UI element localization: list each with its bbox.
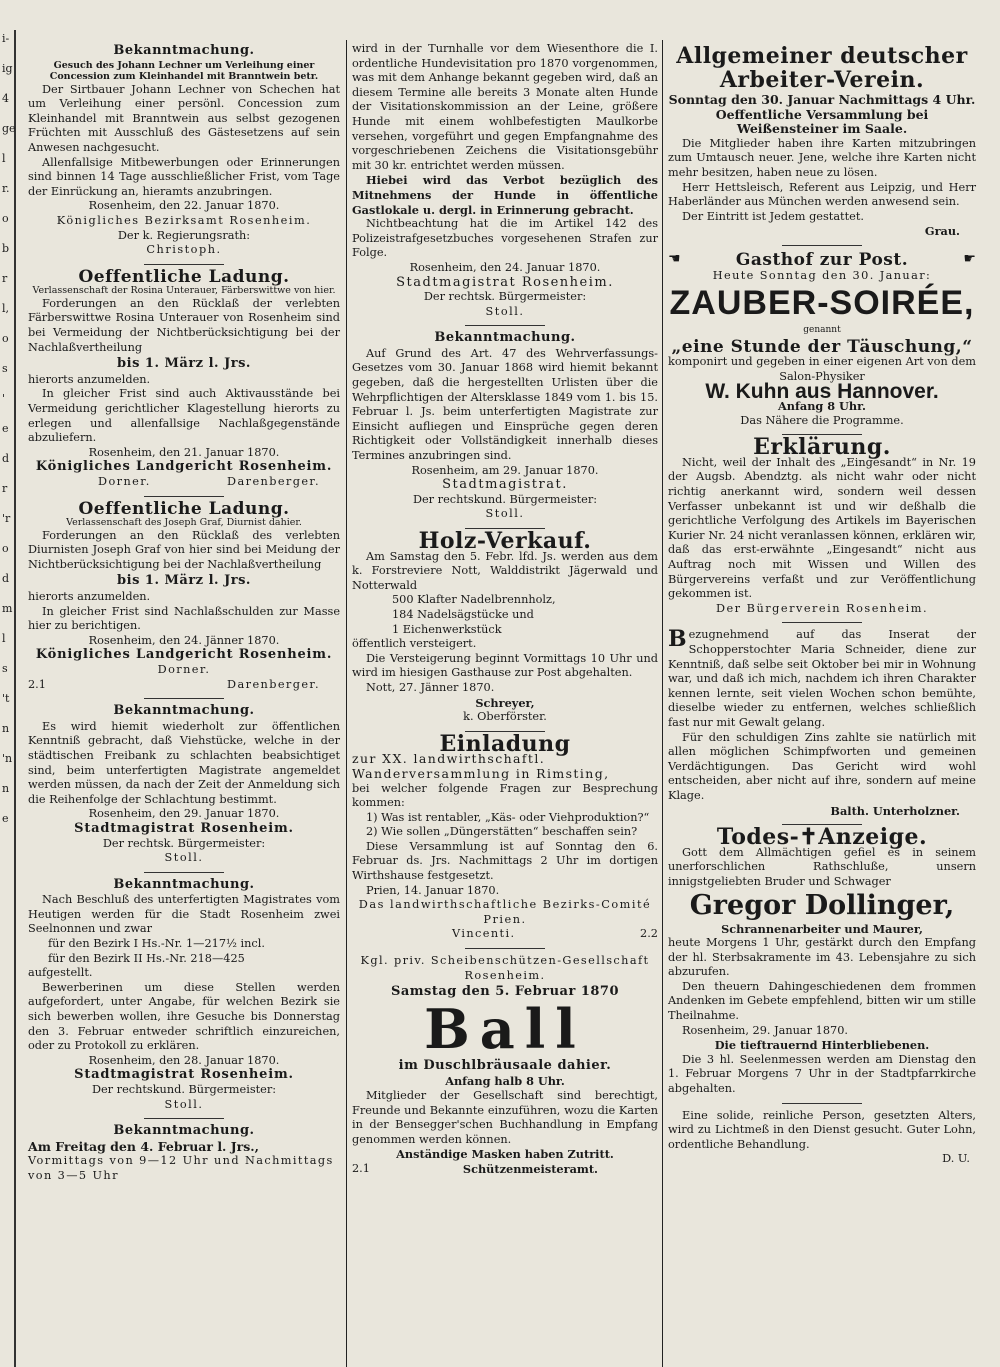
divider <box>465 325 545 326</box>
notice-workers-union <box>668 44 976 239</box>
notice-text: bei welcher folgende Fragen zur Besprechung kommen: <box>352 781 658 810</box>
notice-number: 2.1 <box>352 1161 370 1175</box>
district-line: für den Bezirk I Hs.-Nr. 1—217½ incl. <box>48 937 265 951</box>
divider <box>465 948 545 949</box>
edge-fragment: m <box>2 602 13 615</box>
notice-text: Hiebei wird das Verbot bezüglich des Mitnehmens der Hunde in öffentliche Gastlokale u. dergl. in Erinnerung gebracht. <box>352 173 658 217</box>
notice-text: Diese Versammlung ist auf Sonntag den 6. Februar ds. Jrs. Nachmittags 2 Uhr im dortigen Wirthshause festgesetzt. <box>352 839 658 883</box>
notice-text: Gott dem Allmächtigen gefiel es in seinem unerforschlichen Rathschluße, unsern innigstgeliebten Bruder und Schwager <box>668 845 976 888</box>
ball-date: Samstag den 5. Februar 1870 <box>390 984 620 1000</box>
show-start: Anfang 8 Uhr. <box>778 399 866 414</box>
divider <box>144 264 224 265</box>
notice-text: öffentlich versteigert. <box>352 637 477 651</box>
deceased-occupation: Schrannenarbeiter und Maurer, <box>721 921 923 936</box>
divider <box>144 872 224 873</box>
notice-text: Vormittags von 9—12 Uhr und Nachmittags von 3—5 Uhr <box>28 1154 334 1182</box>
notice-authority: Königliches Landgericht Rosenheim. <box>35 647 333 663</box>
edge-fragment: 't <box>2 692 10 705</box>
notice-authority: Stadtmagistrat. <box>442 477 568 493</box>
notice-tag: D. U. <box>942 1152 970 1166</box>
notice-authority: Königliches Landgericht Rosenheim. <box>35 459 333 475</box>
notice-subtitle: Verlassenschaft des Joseph Graf, Diurnist dahier. <box>66 517 302 529</box>
edge-fragment: l, <box>2 302 10 315</box>
notice-unterholzner <box>668 628 976 818</box>
notice-text: hierorts anzumelden. <box>28 372 151 386</box>
notice-signature: Schreyer, <box>475 695 535 710</box>
wood-item: 1 Eichenwerkstück <box>392 622 502 636</box>
notice-signature: Darenberger. <box>227 474 320 488</box>
notice-text: Die Mitglieder haben ihre Karten mitzubringen zum Umtausch neuer. Jene, welche ihre Karten nicht mehr besitzen, haben neue zu lösen. <box>668 136 976 179</box>
notice-title: Oeffentliche Ladung. <box>78 498 290 519</box>
edge-fragment: r <box>2 482 8 495</box>
notice-title: Holz-Verkauf. <box>418 528 592 554</box>
notice-role: Der rechtskund. Bürgermeister: <box>412 492 598 506</box>
notice-invitation <box>352 730 658 942</box>
notice-signature: Stoll. <box>164 851 204 865</box>
notice-subtitle: Verlassenschaft der Rosina Unterauer, Färberswittwe von hier. <box>32 285 336 297</box>
notice-authority: Das landwirthschaftliche Bezirks-Comité Prien. <box>358 898 652 926</box>
notice-signature: Balth. Unterholzner. <box>830 803 960 818</box>
pointing-hand-icon: ☚ <box>668 251 681 268</box>
edge-fragment: ge <box>2 122 16 135</box>
edge-fragment: n <box>2 722 10 735</box>
notice-text: Auf Grund des Art. 47 des Wehrverfassungs-Gesetzes vom 30. Januar 1868 wird hiemit bekannt gegeben, daß die hergestellten Urlisten über die Wehrpflichtigen der Altersklasse 1849 vom 1. bis 15. Februar l. Js. beim unterfertigten Magistrate zur Einsicht aufliegen und Einsprüche gegen deren Richtigkeit oder Vollständigkeit innerhalb dieses Termines anzubringen sind. <box>352 346 658 463</box>
notice-subtitle: Gesuch des Johann Lechner um Verleihung einer Concession zum Kleinhandel mit Branntwein betr. <box>49 59 319 83</box>
notice-text: ezugnehmend auf das Inserat der Schopperstochter Maria Schneider, diene zur Kenntniß, daß selbe seit Oktober bei mir in Wohnung war, und daß ich mich, nachdem ich ihren Charakter kennen lernte, seit vielen Wochen schon bemühte, dieselbe wieder zu entfernen, welches schließlich fast nur mit Gewalt gelang. <box>668 628 976 729</box>
edge-fragment: r. <box>2 182 10 195</box>
edge-fragment: r <box>2 272 8 285</box>
notice-authority: Königliches Bezirksamt Rosenheim. <box>56 213 312 227</box>
notice-title: Bekanntmachung. <box>113 876 255 892</box>
notice-signature: Grau. <box>924 224 960 239</box>
notice-date: Rosenheim, den 24. Jänner 1870. <box>88 633 280 647</box>
district-line: für den Bezirk II Hs.-Nr. 218—425 <box>48 951 245 965</box>
notice-date: Rosenheim, den 24. Januar 1870. <box>409 260 601 274</box>
society-name: Kgl. priv. Scheibenschützen-Gesellschaft Rosenheim. <box>360 954 650 982</box>
notice-text: Herr Hettsleisch, Referent aus Leipzig, und Herr Haberländer aus München werden anwesend sein. <box>668 180 976 209</box>
notice-role: Der rechtskund. Bürgermeister: <box>91 1083 277 1096</box>
edge-fragment: s <box>2 362 8 375</box>
notice-signature: Stoll. <box>164 1097 204 1111</box>
notice-text: Forderungen an den Rücklaß des verlebten Diurnisten Joseph Graf von hier sind bei Meidung der Nichtberücksichtigung bei der Nachlaßvertheilung <box>28 528 340 571</box>
notice-text: In gleicher Frist sind auch Aktivausstände bei Vermeidung gerichtlicher Klagestellung hierorts zu erlegen und allenfallsige Nachlaßgegenstände abzuliefern. <box>28 387 340 445</box>
notice-role: Der k. Regierungsrath: <box>117 228 251 242</box>
notice-date: Prien, 14. Januar 1870. <box>366 883 500 897</box>
notice-text: Allenfallsige Mitbewerbungen oder Erinnerungen sind binnen 14 Tage ausschließlicher Frist, vom Tage der Einrückung an, hieramts anzubringen. <box>28 155 340 198</box>
question-1: 1) Was ist rentabler, „Käs- oder Viehproduktion?“ <box>366 810 650 824</box>
notice-conscription <box>352 331 658 522</box>
notice-date: Nott, 27. Jänner 1870. <box>366 680 495 694</box>
edge-fragment: ' <box>2 392 6 405</box>
left-edge-fragments <box>0 30 16 1367</box>
notice-signature: Schützenmeisteramt. <box>462 1161 598 1176</box>
ball-note: Anständige Masken haben Zutritt. <box>396 1147 614 1162</box>
edge-fragment: d <box>2 452 10 465</box>
notice-date: Rosenheim, den 28. Januar 1870. <box>88 1053 280 1067</box>
divider <box>144 1118 224 1119</box>
edge-fragment: o <box>2 542 9 555</box>
edge-fragment: 4 <box>2 92 9 105</box>
notice-nuns <box>28 878 340 1113</box>
notice-date: Rosenheim, am 29. Januar 1870. <box>411 463 599 477</box>
show-subtitle: „eine Stunde der Täuschung,“ <box>671 336 973 357</box>
show-program: Das Nähere die Programme. <box>740 413 904 427</box>
notice-signature: Christoph. <box>146 243 222 257</box>
notice-text: Nichtbeachtung hat die im Artikel 142 des Polizeistrafgesetzbuches vorgesehenen Strafen zur Folge. <box>352 217 658 260</box>
notice-signature: Dorner. <box>98 474 151 488</box>
edge-fragment: l <box>2 632 6 645</box>
drop-cap: B <box>668 626 687 653</box>
question-2: 2) Wie sollen „Düngerstätten“ beschaffen sein? <box>366 825 638 839</box>
ball-title: Ball <box>424 996 586 1061</box>
notice-text: Die 3 hl. Seelenmessen werden am Dienstag den 1. Februar Morgens 7 Uhr in der Stadtpfarrkirche abgehalten. <box>668 1052 976 1096</box>
notice-text: wird in der Turnhalle vor dem Wiesenthore die I. ordentliche Hundevisitation pro 1870 vorgenommen, was mit dem Anhange bekannt gegeben wird, daß an diesem Termine alle bereits 3 Monate alten Hunde der Visitationskommission an der Leine, größere Hunde mit einem wohlbefestigten Maulkorbe versehen, vorgeführt und gegen Empfangnahme des vorgeschriebenen Zeichens die Visitationsgebühr mit 30 kr. entrichtet werden müssen. <box>352 42 658 172</box>
notice-declaration <box>668 434 976 616</box>
edge-fragment: e <box>2 812 9 825</box>
notice-text: Nicht, weil der Inhalt des „Eingesandt“ in Nr. 19 der Augsb. Abendztg. als nicht wahr oder nicht richtig anerkannt wird, sondern weil dessen Verfasser unbekannt ist und wir deßhalb die gerichtliche Verfolgung des Artikels im Bayerischen Kurier Nr. 24 nicht veranlassen können, erklären wir, daß das erst-erwähnte „Eingesandt“ nicht aus Auftrag noch mit Wissen und Willen des Bürgervereins verfaßt und zur Veröffentlichung gekommen ist. <box>668 455 976 601</box>
notice-liquor-license <box>28 44 340 258</box>
notice-title: Bekanntmachung. <box>434 330 576 346</box>
notice-title: Todes- <box>716 824 800 851</box>
notice-text: Forderungen an den Rücklaß der verlebten Färberswittwe Rosina Unterauer von Rosenheim sind bei Vermeidung der Nichtberücksichtigung bei der Nachlaßvertheilung <box>28 296 340 354</box>
wood-item: 184 Nadelsägstücke und <box>392 607 534 621</box>
notice-wood-sale <box>352 528 658 725</box>
notice-dog-inspection-start <box>28 1124 340 1183</box>
ball-venue: im Duschlbräusaale dahier. <box>398 1057 612 1073</box>
edge-fragment: o <box>2 332 9 345</box>
notice-authority: Stadtmagistrat Rosenheim. <box>396 274 614 290</box>
notice-text: Mitglieder der Gesellschaft sind berechtigt, Freunde und Bekannte einzuführen, wozu die Karten in der Bensegger'schen Buchhandlung in Empfang genommen werden können. <box>352 1089 658 1146</box>
column-1 <box>28 42 340 1186</box>
divider <box>144 698 224 699</box>
column-rule <box>346 40 347 1367</box>
column-3 <box>668 42 976 1169</box>
notice-authority: Stadtmagistrat Rosenheim. <box>74 1067 294 1083</box>
notice-text: komponirt und gegeben in einer eigenen Art von dem Salon-Physiker <box>668 355 976 383</box>
wood-item: 500 Klafter Nadelbrennholz, <box>392 593 556 607</box>
deceased-name: Gregor Dollinger, <box>689 889 955 921</box>
notice-text: Es wird hiemit wiederholt zur öffentlichen Kenntniß gebracht, daß Viehstücke, welche in der städtischen Freibank zu schlachten beabsichtiget sind, beim unterfertigten Magistrate angemeldet werden müssen, da nach der Zeit der Anmeldung sich die Reihenfolge der Schlachtung bestimmt. <box>28 719 340 806</box>
notice-role: Der rechtsk. Bürgermeister: <box>423 290 587 304</box>
notice-deadline: bis 1. März l. Jrs. <box>117 356 251 372</box>
notice-text: hierorts anzumelden. <box>28 590 151 603</box>
notice-summons-unterauer <box>28 266 340 490</box>
notice-title: Bekanntmachung. <box>113 703 255 719</box>
show-genannt: genannt <box>803 325 841 336</box>
show-date: Heute Sonntag den 30. Januar: <box>712 268 932 282</box>
notice-title: Anzeige. <box>818 824 928 851</box>
notice-text: Den theuern Dahingeschiedenen dem frommen Andenken im Gebete empfehlend, bitten wir um stille Theilnahme. <box>668 979 976 1023</box>
divider <box>144 496 224 497</box>
notice-ball <box>352 954 658 1177</box>
ball-start: Anfang halb 8 Uhr. <box>445 1074 565 1089</box>
divider <box>782 622 862 623</box>
notice-number: 2.2 <box>640 927 658 941</box>
notice-title: Erklärung. <box>753 434 891 461</box>
notice-text: Nach Beschluß des unterfertigten Magistrates vom Heutigen werden für die Stadt Rosenheim zwei Seelnonnen und zwar <box>28 893 340 936</box>
notice-signature: Die tieftrauernd Hinterbliebenen. <box>714 1038 930 1053</box>
cross-icon: ✝ <box>799 824 819 851</box>
edge-fragment: 'r <box>2 512 11 525</box>
edge-fragment: d <box>2 572 10 585</box>
notice-title: Allgemeiner deutscher Arbeiter-Verein. <box>676 43 968 93</box>
notice-signature: Vincenti. <box>452 927 516 941</box>
notice-role: Der rechtsk. Bürgermeister: <box>102 836 266 850</box>
edge-fragment: 'n <box>2 752 13 765</box>
edge-fragment: o <box>2 212 9 225</box>
notice-date: Rosenheim, den 21. Januar 1870. <box>88 445 280 459</box>
notice-role: k. Oberförster. <box>463 710 547 724</box>
notice-text: heute Morgens 1 Uhr, gestärkt durch den Empfang der hl. Sterbsakramente im 43. Lebensjahre zu sich abzurufen. <box>668 936 976 979</box>
edge-fragment: n <box>2 782 10 795</box>
notice-slaughter <box>28 704 340 866</box>
edge-fragment: ig <box>2 62 13 75</box>
notice-signature: Stoll. <box>485 507 525 521</box>
notice-text: Der Sirtbauer Johann Lechner von Schechen hat um Verleihung einer persönl. Concession zum Kleinhandel mit Branntwein aus selbst gezogenen Früchten mit Ausschluß des Gästesetzens auf sein Anwesen nachgesucht. <box>28 82 340 154</box>
notice-text: Bewerberinen um diese Stellen werden aufgefordert, unter Angabe, für welchen Bezirk sie sich bewerben wollen, ihre Gesuche bis Donnerstag den 3. Februar entweder schriftlich einzureichen, oder zu Protokoll zu erklären. <box>28 980 340 1053</box>
notice-date: Rosenheim, 29. Januar 1870. <box>682 1023 848 1037</box>
notice-dog-inspection <box>352 42 658 319</box>
column-rule <box>662 40 663 1367</box>
notice-date: Rosenheim, den 29. Januar 1870. <box>88 807 280 821</box>
notice-signature: Stoll. <box>485 304 525 318</box>
meeting-info: Sonntag den 30. Januar Nachmittags 4 Uhr. Oeffentliche Versammlung bei Weißensteiner im Saale. <box>668 92 976 137</box>
notice-magic-show <box>668 251 976 428</box>
edge-fragment: l <box>2 152 6 165</box>
notice-title: Bekanntmachung. <box>113 43 255 58</box>
notice-signature: Der Bürgerverein Rosenheim. <box>715 601 929 615</box>
notice-job-offer <box>668 1109 976 1167</box>
notice-signature: Darenberger. <box>227 677 320 691</box>
notice-date: Rosenheim, den 22. Januar 1870. <box>88 199 280 213</box>
performer-name: W. Kuhn aus Hannover. <box>705 379 939 403</box>
edge-fragment: i- <box>2 32 10 45</box>
notice-text: Für den schuldigen Zins zahlte sie natürlich mit allen möglichen Schimpfworten und gemeinen Verdächtigungen. Das Gericht wird wohl entscheiden, aber nicht auf ihre, sondern auf meine Klage. <box>668 730 976 802</box>
notice-number: 2.1 <box>28 677 46 691</box>
edge-fragment: e <box>2 422 9 435</box>
notice-title: Bekanntmachung. <box>113 1123 255 1139</box>
notice-summons-graf <box>28 498 340 693</box>
pointing-hand-icon: ☛ <box>963 251 976 268</box>
notice-text: Am Freitag den 4. Februar l. Jrs., <box>28 1138 260 1154</box>
notice-text: Am Samstag den 5. Febr. lfd. Js. werden aus dem k. Forstreviere Nott, Walddistrikt Jägerwald und Notterwald <box>352 549 658 592</box>
divider <box>782 245 862 246</box>
notice-text: zur XX. landwirthschaftl. Wanderversammlung in Rimsting, <box>352 751 610 781</box>
notice-text: Die Versteigerung beginnt Vormittags 10 Uhr und wird im hiesigen Gasthause zur Post abgehalten. <box>352 651 658 680</box>
notice-text: Eine solide, reinliche Person, gesetzten Alters, wird zu Lichtmeß in den Dienst gesucht. Guter Lohn, ordentliche Behandlung. <box>668 1108 976 1151</box>
divider <box>782 1103 862 1104</box>
notice-text: aufgestellt. <box>28 966 93 980</box>
notice-title: Gasthof zur Post. <box>735 249 909 270</box>
edge-fragment: b <box>2 242 10 255</box>
edge-fragment: s <box>2 662 8 675</box>
notice-obituary <box>668 824 976 1097</box>
notice-signature: Dorner. <box>157 662 211 676</box>
notice-text: Der Eintritt ist Jedem gestattet. <box>682 209 864 223</box>
column-2 <box>352 42 658 1179</box>
notice-title: Einladung <box>439 730 571 757</box>
notice-deadline: bis 1. März l. Jrs. <box>117 573 251 589</box>
notice-title: Oeffentliche Ladung. <box>78 266 290 287</box>
show-title: ZAUBER-SOIRÉE, <box>669 284 975 323</box>
notice-authority: Stadtmagistrat Rosenheim. <box>74 820 294 836</box>
notice-text: In gleicher Frist sind Nachlaßschulden zur Masse hier zu berichtigen. <box>28 604 340 633</box>
